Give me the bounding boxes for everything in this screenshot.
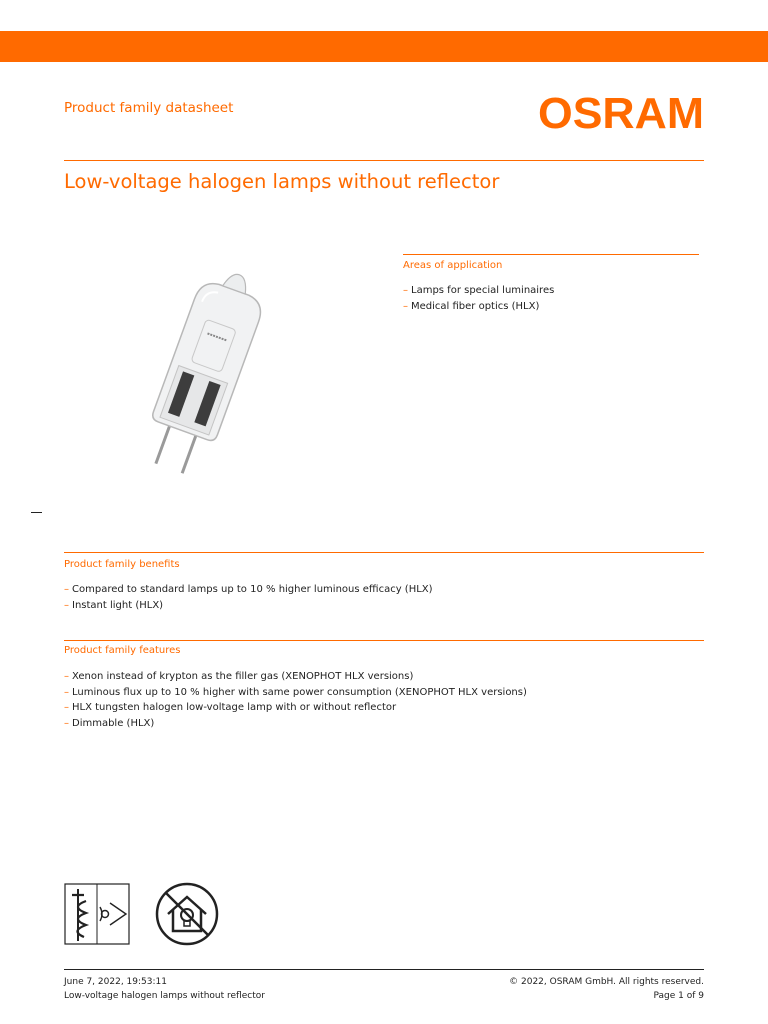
areas-divider [403, 254, 699, 255]
brand-logo [538, 90, 706, 134]
header-divider [64, 160, 704, 161]
benefits-divider [64, 552, 704, 553]
not-for-household-icon [154, 881, 220, 947]
medical-eye-icon [64, 883, 130, 945]
margin-mark [31, 512, 42, 513]
brand-logo-text: OSRAM [538, 90, 704, 134]
list-item: – Luminous flux up to 10 % higher with same power consumption (XENOPHOT HLX versions) [64, 686, 527, 698]
list-item: – Compared to standard lamps up to 10 % higher luminous efficacy (HLX) [64, 584, 433, 595]
features-list [64, 669, 527, 731]
footer-page-number: Page 1 of 9 [653, 991, 704, 1001]
benefits-list [64, 582, 433, 613]
list-item: – Lamps for special luminaires [403, 285, 555, 296]
footer-divider [64, 969, 704, 970]
page-title: Low-voltage halogen lamps without reflector [64, 170, 500, 193]
list-item: – Instant light (HLX) [64, 599, 164, 611]
features-divider [64, 640, 704, 641]
footer-doc-title: Low-voltage halogen lamps without reflector [64, 991, 265, 1001]
list-item: – Dimmable (HLX) [64, 717, 155, 729]
features-heading: Product family features [64, 645, 181, 656]
document-type: Product family datasheet [64, 100, 234, 116]
top-brand-bar [0, 31, 768, 62]
list-item: – Xenon instead of krypton as the filler gas (XENOPHOT HLX versions) [64, 671, 414, 682]
list-item: – HLX tungsten halogen low-voltage lamp with or without reflector [64, 702, 397, 713]
areas-heading: Areas of application [403, 260, 503, 271]
footer-copyright: © 2022, OSRAM GmbH. All rights reserved. [509, 977, 704, 987]
list-item: – Medical fiber optics (HLX) [403, 300, 540, 312]
halogen-lamp-image [118, 268, 298, 478]
footer-datetime: June 7, 2022, 19:53:11 [64, 977, 167, 987]
areas-list [403, 283, 554, 314]
benefits-heading: Product family benefits [64, 559, 180, 570]
